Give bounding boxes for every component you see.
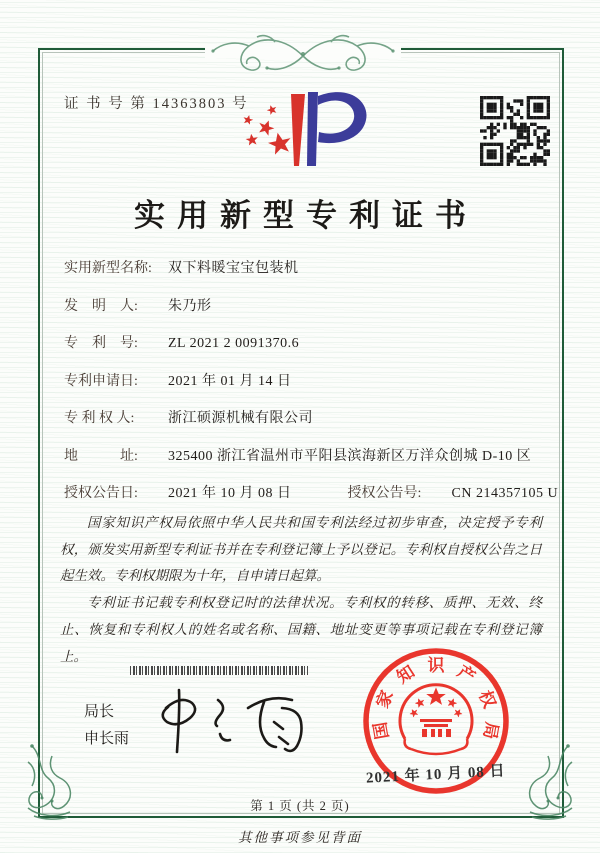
- barcode: [130, 666, 308, 675]
- qr-code: [480, 96, 550, 166]
- field-value: 2021 年 10 月 08 日: [168, 486, 292, 501]
- field-label: 专 利 权 人:: [64, 411, 135, 426]
- svg-text:权: 权: [475, 687, 500, 711]
- svg-text:局: 局: [479, 720, 502, 741]
- field-label: 地 址:: [64, 448, 138, 464]
- back-side-note: 其他事项参见背面: [238, 830, 362, 845]
- field-row-address: [64, 446, 542, 468]
- field-label: 实用新型名称:: [64, 261, 152, 276]
- page-number: 第 1 页 (共 2 页): [250, 799, 350, 813]
- field-row-patent-number: [64, 333, 542, 355]
- field-value: CN 214357105 U: [451, 486, 559, 501]
- field-row-utility-name: [64, 258, 542, 280]
- national-emblem-icon: [400, 685, 472, 754]
- svg-text:家: 家: [372, 687, 397, 711]
- certificate-number: 证 书 号 第 14363803 号: [64, 96, 249, 112]
- signer-name: 申长雨: [84, 730, 130, 747]
- signer-title: 局长: [84, 703, 115, 720]
- seal-date: 2021 年 10 月 08 日: [365, 763, 506, 787]
- cnipa-logo-icon: [228, 82, 378, 177]
- commissioner-signature: [132, 676, 322, 776]
- field-row-patentee: [64, 408, 542, 430]
- field-value: 朱乃形: [168, 298, 212, 314]
- field-value: 双下料暖宝宝包装机: [168, 261, 299, 276]
- certificate-title: 实用新型专利证书: [134, 198, 478, 233]
- svg-text:产: 产: [453, 661, 479, 688]
- svg-text:识: 识: [427, 656, 445, 675]
- official-seal: [358, 645, 516, 805]
- field-row-grant: [64, 483, 559, 505]
- svg-text:国: 国: [370, 720, 393, 741]
- signer-block: [84, 698, 129, 752]
- field-label: 授权公告号:: [347, 486, 422, 501]
- svg-text:知: 知: [393, 661, 419, 688]
- legal-paragraph-1: 国家知识产权局依照中华人民共和国专利法经过初步审查，决定授予专利权，颁发实用新型专利证书并在专利登记簿上予以登记。专利权自授权公告之日起生效。专利权期限为十年，自申请日起算。: [60, 515, 542, 584]
- field-value: 2021 年 01 月 14 日: [168, 373, 292, 389]
- field-row-inventor: [64, 296, 542, 318]
- field-label: 发 明 人:: [64, 298, 138, 314]
- field-value: 325400 浙江省温州市平阳县滨海新区万洋众创城 D-10 区: [168, 448, 532, 464]
- field-value: 浙江硕源机械有限公司: [168, 411, 313, 426]
- field-value: ZL 2021 2 0091370.6: [168, 336, 300, 351]
- field-label: 专 利 号:: [64, 336, 138, 351]
- field-label: 专利申请日:: [64, 373, 138, 389]
- field-row-application-date: [64, 371, 542, 393]
- field-label: 授权公告日:: [64, 486, 138, 501]
- field-list: [64, 258, 559, 505]
- ornament-flourish-top-icon: [205, 26, 401, 84]
- legal-paragraph-2: 专利证书记载专利权登记时的法律状况。专利权的转移、质押、无效、终止、恢复和专利权人的姓名或名称、国籍、地址变更等事项记载在专利登记簿上。: [60, 595, 542, 664]
